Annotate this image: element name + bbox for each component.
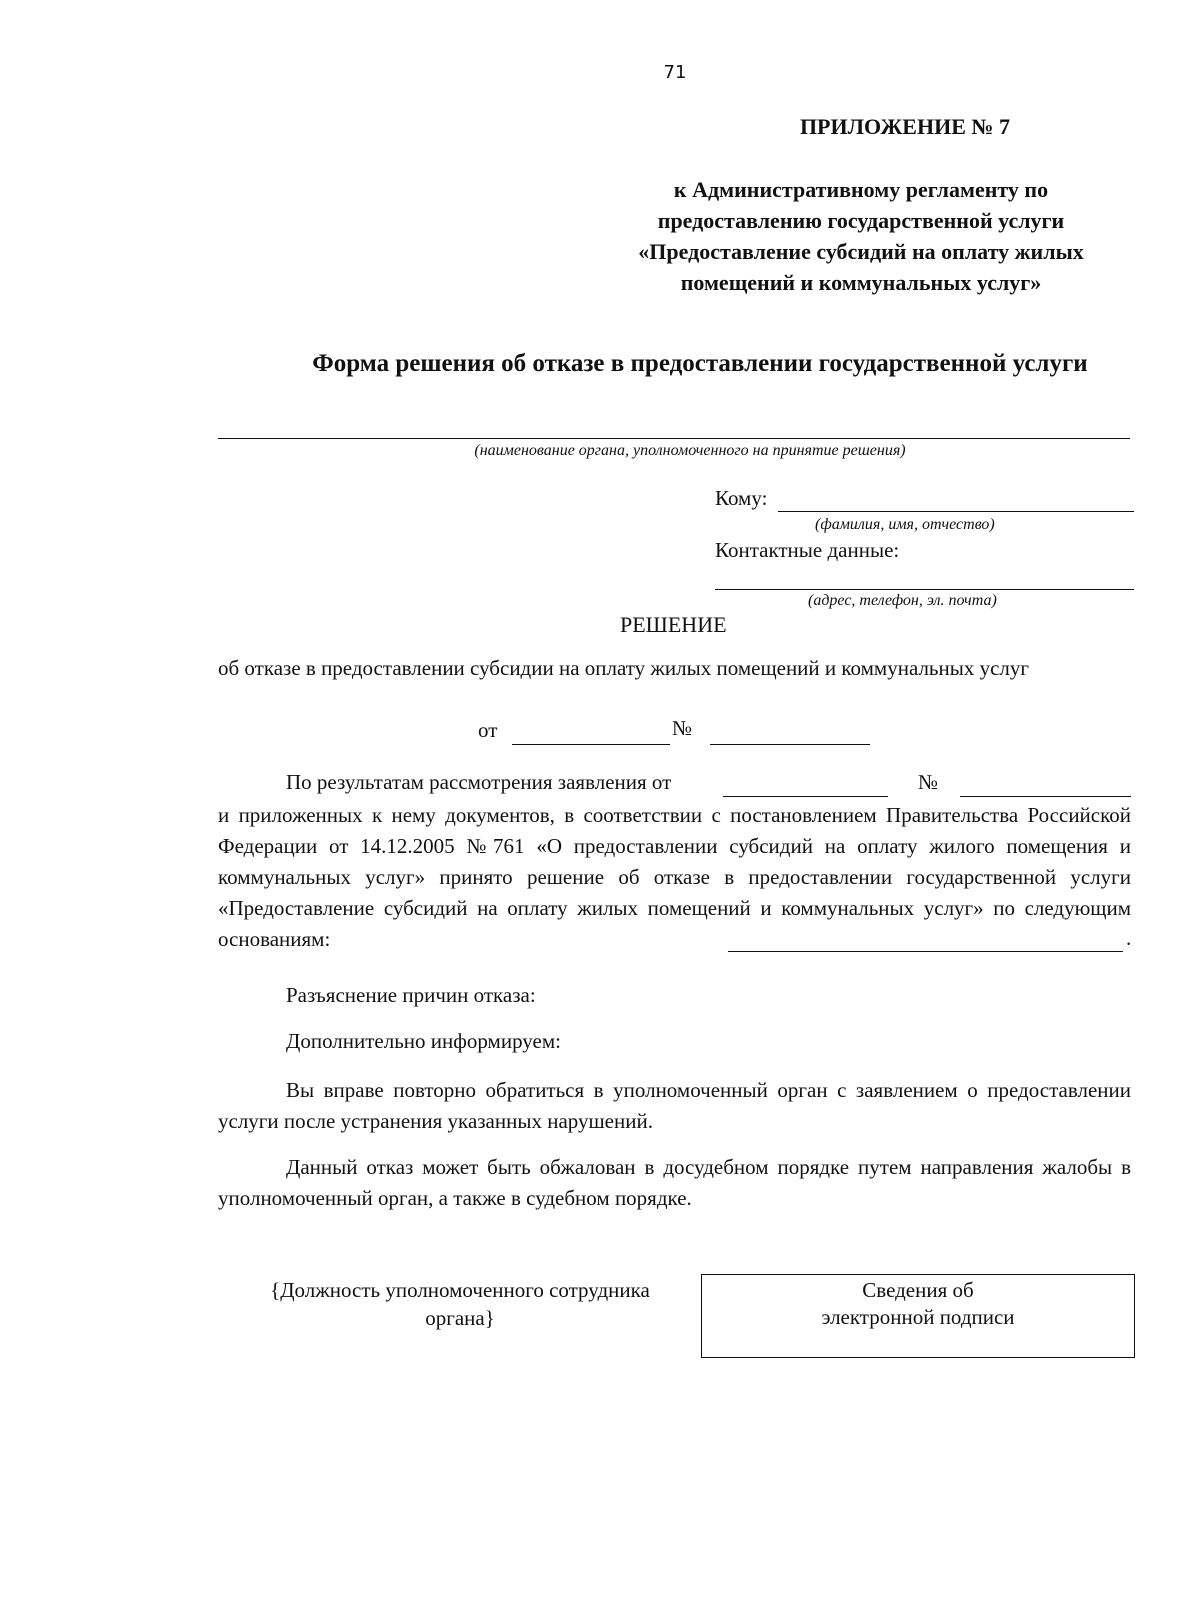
esign-box-text: Сведения об электронной подписи	[821, 1278, 1015, 1329]
appendix-subtitle: к Административному регламенту по предоставлению государственной услуги «Предоставление субсидий на оплату жилых помещений и коммунальных услуг»	[638, 177, 1084, 295]
decision-body-paragraph: и приложенных к нему документов, в соответствии с постановлением Правительства Российской Федерации от 14.12.2005 №761 «О предоставлении субсидий на оплату жилого помещения и коммунальных услуг» принято решение об отказе в предоставлении государственной услуги «Предоставление субсидий на оплату жилых помещений и коммунальных услуг» по следующим основаниям:	[218, 803, 1131, 951]
application-number-label: №	[918, 770, 939, 794]
esign-box	[701, 1274, 1135, 1358]
decision-number-label: №	[672, 716, 693, 740]
decision-date-label: от	[478, 718, 498, 742]
contacts-line	[715, 589, 1134, 590]
appendix-title: ПРИЛОЖЕНИЕ № 7	[799, 114, 1010, 139]
grounds-line	[728, 951, 1123, 952]
recipient-line	[778, 511, 1134, 512]
application-date-label: По результатам рассмотрения заявления от	[286, 770, 672, 794]
form-title: Форма решения об отказе в предоставлении государственной услуги	[312, 350, 1088, 377]
additional-info-label: Дополнительно информируем:	[286, 1029, 561, 1053]
decision-date-line	[512, 744, 670, 745]
grounds-end: .	[1126, 926, 1132, 950]
appeal-paragraph: Данный отказ может быть обжалован в досудебном порядке путем направления жалобы в уполномоченный орган, а также в судебном порядке.	[218, 1155, 1131, 1210]
official-position: {Должность уполномоченного сотрудника органа}	[270, 1278, 650, 1330]
decision-number-line	[710, 744, 870, 745]
reapply-paragraph: Вы вправе повторно обратиться в уполномоченный орган с заявлением о предоставлении услуги после устранения указанных нарушений.	[218, 1078, 1131, 1133]
contacts-label: Контактные данные:	[715, 538, 900, 562]
application-number-line	[960, 796, 1131, 797]
application-date-line	[723, 796, 888, 797]
page-number: 71	[663, 62, 687, 83]
contacts-caption: (адрес, телефон, эл. почта)	[808, 592, 997, 609]
org-name-line	[218, 438, 1130, 439]
recipient-caption: (фамилия, имя, отчество)	[815, 516, 995, 533]
decision-subtitle: об отказе в предоставлении субсидии на оплату жилых помещений и коммунальных услуг	[218, 656, 1030, 680]
decision-title: РЕШЕНИЕ	[620, 612, 727, 637]
org-name-caption: (наименование органа, уполномоченного на принятие решения)	[474, 442, 906, 459]
reasons-label: Разъяснение причин отказа:	[286, 983, 536, 1007]
recipient-label: Кому:	[715, 486, 768, 510]
